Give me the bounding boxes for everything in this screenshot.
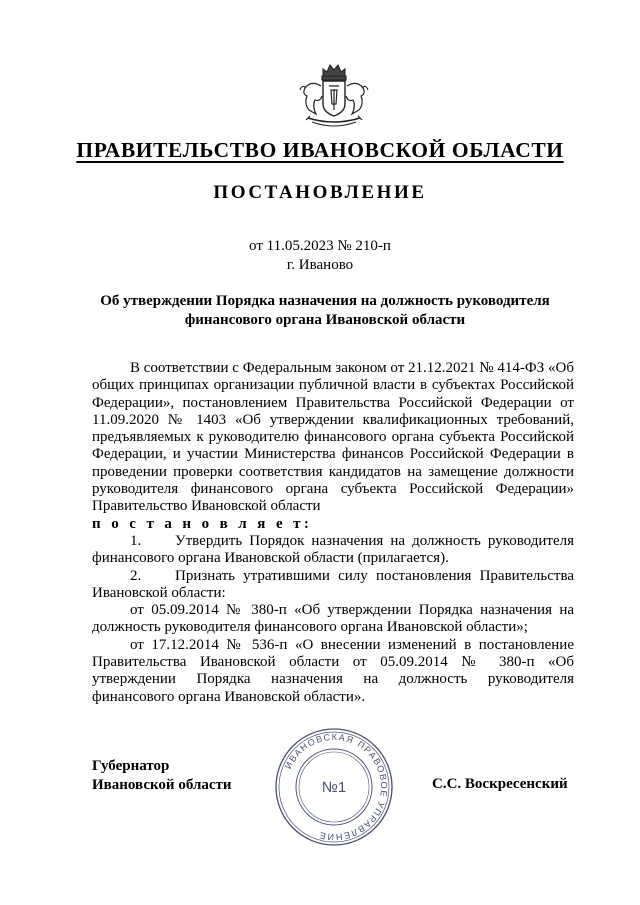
- seal-ring-text: ИВАНОВСКАЯ ПРАВОВОЕ УПРАВЛЕНИЕ: [282, 731, 390, 843]
- repealed-act-1: от 05.09.2014 № 380-п «Об утверждении Порядка назначения на должность руководителя финансового органа Ивановской области»;: [92, 602, 574, 636]
- decree-paragraph: [92, 516, 574, 533]
- document-body: [92, 360, 574, 706]
- document-city: г. Иваново: [286, 257, 354, 273]
- list-item-2: [92, 568, 574, 603]
- government-title: ПРАВИТЕЛЬСТВО ИВАНОВСКОЙ ОБЛАСТИ: [76, 138, 564, 162]
- official-seal-stamp: [273, 726, 395, 848]
- decree-word: п о с т а н о в л я е т:: [92, 515, 313, 532]
- coat-of-arms-icon: [296, 60, 372, 134]
- signatory-name: С.С. Воскресенский: [432, 776, 568, 792]
- repealed-act-2: от 17.12.2014 № 536-п «О внесении изменений в постановление Правительства Ивановской области от 05.09.2014 № 380-п «Об утверждении Порядка назначения на должность руководителя финансового органа Ивановской области».: [92, 636, 574, 705]
- document-type: ПОСТАНОВЛЕНИЕ: [213, 182, 427, 203]
- signatory-position-line: Ивановской области: [92, 777, 232, 793]
- signatory-position: [92, 757, 232, 795]
- signatory-position-line: Губернатор: [92, 758, 170, 774]
- document-date-number: от 11.05.2023 № 210-п: [249, 238, 391, 254]
- seal-number: №1: [321, 779, 347, 796]
- list-item-1: [92, 533, 574, 568]
- preamble-paragraph: В соответствии с Федеральным законом от 21.12.2021 № 414-ФЗ «Об общих принципах организации публичной власти в субъектах Российской Федерации», постановлением Правительства Российской Федерации от 11.09.2020 № 1403 «Об утверждении квалификационных требований, предъявляемых к руководителю финансового органа субъекта Российской Федерации, и участии Министерства финансов Российской Федерации в проведении проверки соответствия кандидатов на замещение должности руководителя финансового органа субъекта Российской Федерации» Правительство Ивановской области: [92, 360, 574, 515]
- item-number: 2.: [130, 567, 142, 584]
- item-number: 1.: [130, 532, 142, 549]
- item-text: Признать утратившими силу постановления Правительства Ивановской области:: [92, 567, 574, 601]
- document-subject: Об утверждении Порядка назначения на должность руководителя финансового органа Ивановской области: [100, 293, 550, 328]
- item-text: Утвердить Порядок назначения на должность руководителя финансового органа Ивановской области (прилагается).: [92, 532, 574, 567]
